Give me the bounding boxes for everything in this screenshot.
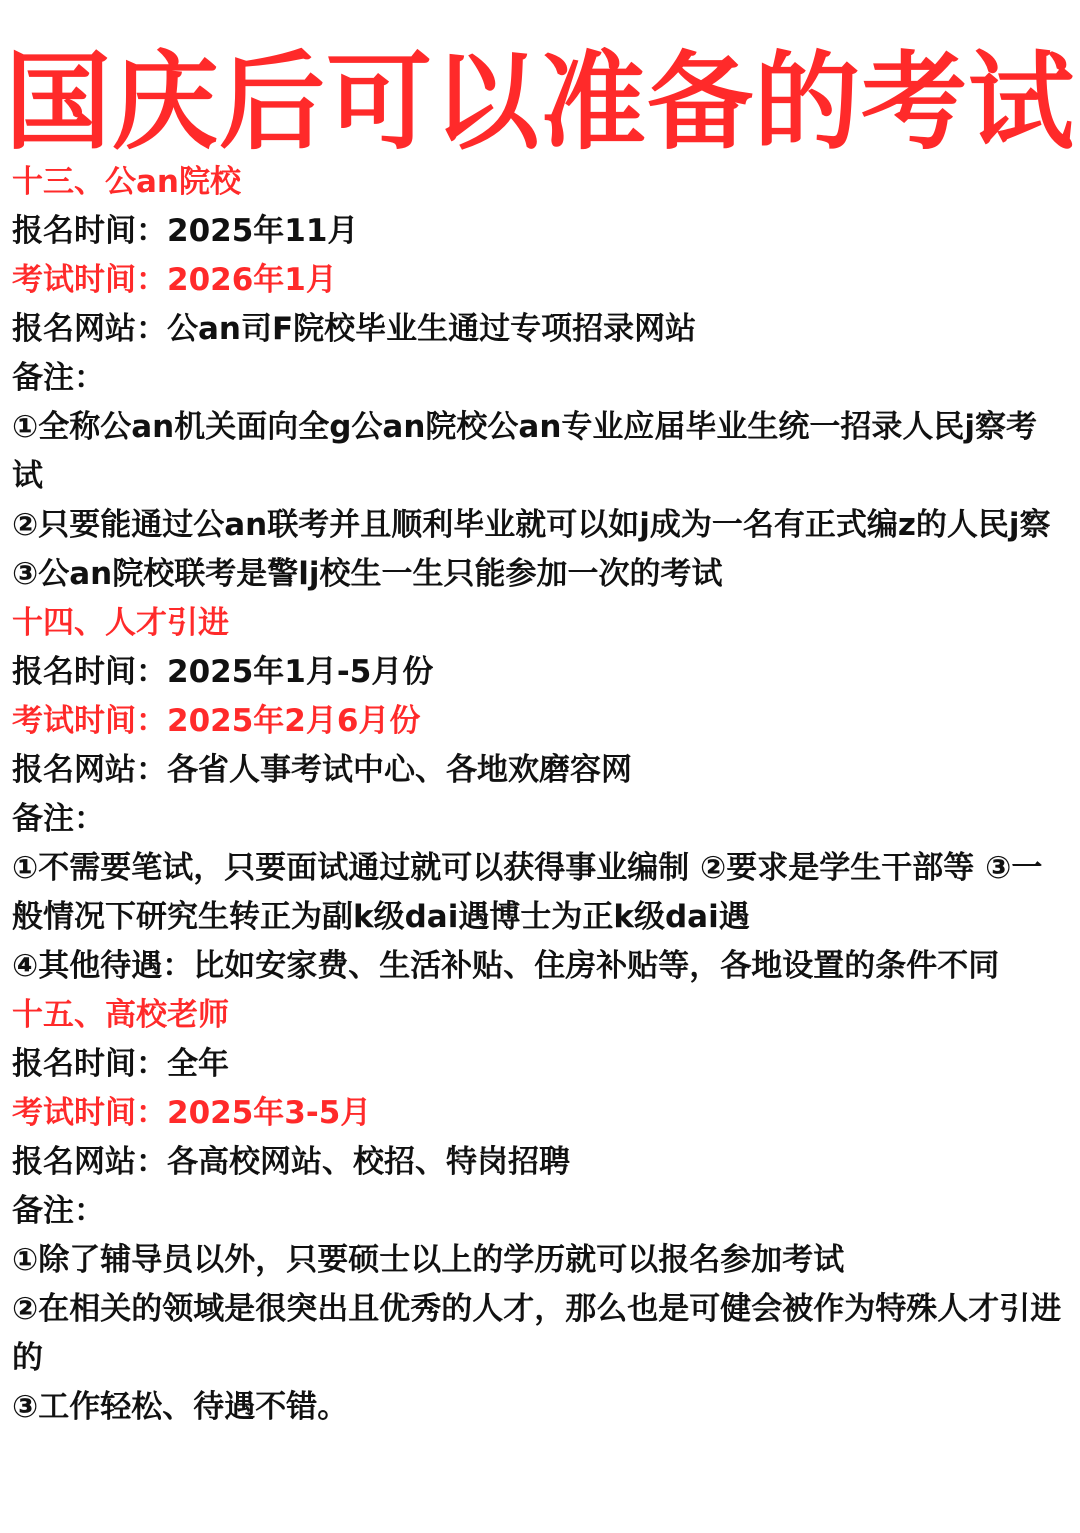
note-item: ③工作轻松、待遇不错。 bbox=[12, 1389, 349, 1425]
note-item: ③公an院校联考是警lj校生一生只能参加一次的考试 bbox=[12, 556, 723, 592]
note-item: ①不需要笔试，只要面试通过就可以获得事业编制 ②要求是学生干部等 ③一般情况下研究生转正为副k级dai遇博士为正k级dai遇 bbox=[12, 850, 1043, 935]
registration-site: 报名网站：各高校网站、校招、特岗招聘 bbox=[12, 1144, 570, 1180]
section-heading: 十四、人才引进 bbox=[12, 605, 229, 641]
page-title: 国庆后可以准备的考试 bbox=[5, 41, 1075, 164]
section-15 bbox=[12, 991, 1068, 1432]
registration-site: 报名网站：公an司F院校毕业生通过专项招录网站 bbox=[12, 311, 697, 347]
note-item: ①全称公an机关面向全g公an院校公an专业应届毕业生统一招录人民j察考试 bbox=[12, 409, 1038, 494]
note-item: ①除了辅导员以外，只要硕士以上的学历就可以报名参加考试 bbox=[12, 1242, 845, 1278]
section-heading: 十五、高校老师 bbox=[12, 997, 229, 1033]
registration-site: 报名网站：各省人事考试中心、各地欢磨容网 bbox=[12, 752, 632, 788]
note-item: ②只要能通过公an联考并且顺利毕业就可以如j成为一名有正式编z的人民j察 bbox=[12, 507, 1051, 543]
notes-label: 备注： bbox=[12, 360, 105, 396]
note-item: ②在相关的领域是很突出且优秀的人才，那么也是可健会被作为特殊人才引进的 bbox=[12, 1291, 1062, 1376]
registration-time: 报名时间：2025年1月-5月份 bbox=[12, 654, 434, 690]
note-item: ④其他待遇：比如安家费、生活补贴、住房补贴等，各地设置的条件不同 bbox=[12, 948, 1000, 984]
notes-label: 备注： bbox=[12, 801, 105, 837]
registration-time: 报名时间：全年 bbox=[12, 1046, 229, 1082]
registration-time: 报名时间：2025年11月 bbox=[12, 213, 359, 249]
section-14 bbox=[12, 599, 1068, 991]
notes-label: 备注： bbox=[12, 1193, 105, 1229]
section-heading: 十三、公an院校 bbox=[12, 164, 241, 200]
document-body bbox=[12, 158, 1068, 1432]
exam-time: 考试时间：2026年1月 bbox=[12, 262, 337, 298]
section-13 bbox=[12, 158, 1068, 599]
exam-time: 考试时间：2025年2月6月份 bbox=[12, 703, 421, 739]
exam-time: 考试时间：2025年3-5月 bbox=[12, 1095, 372, 1131]
